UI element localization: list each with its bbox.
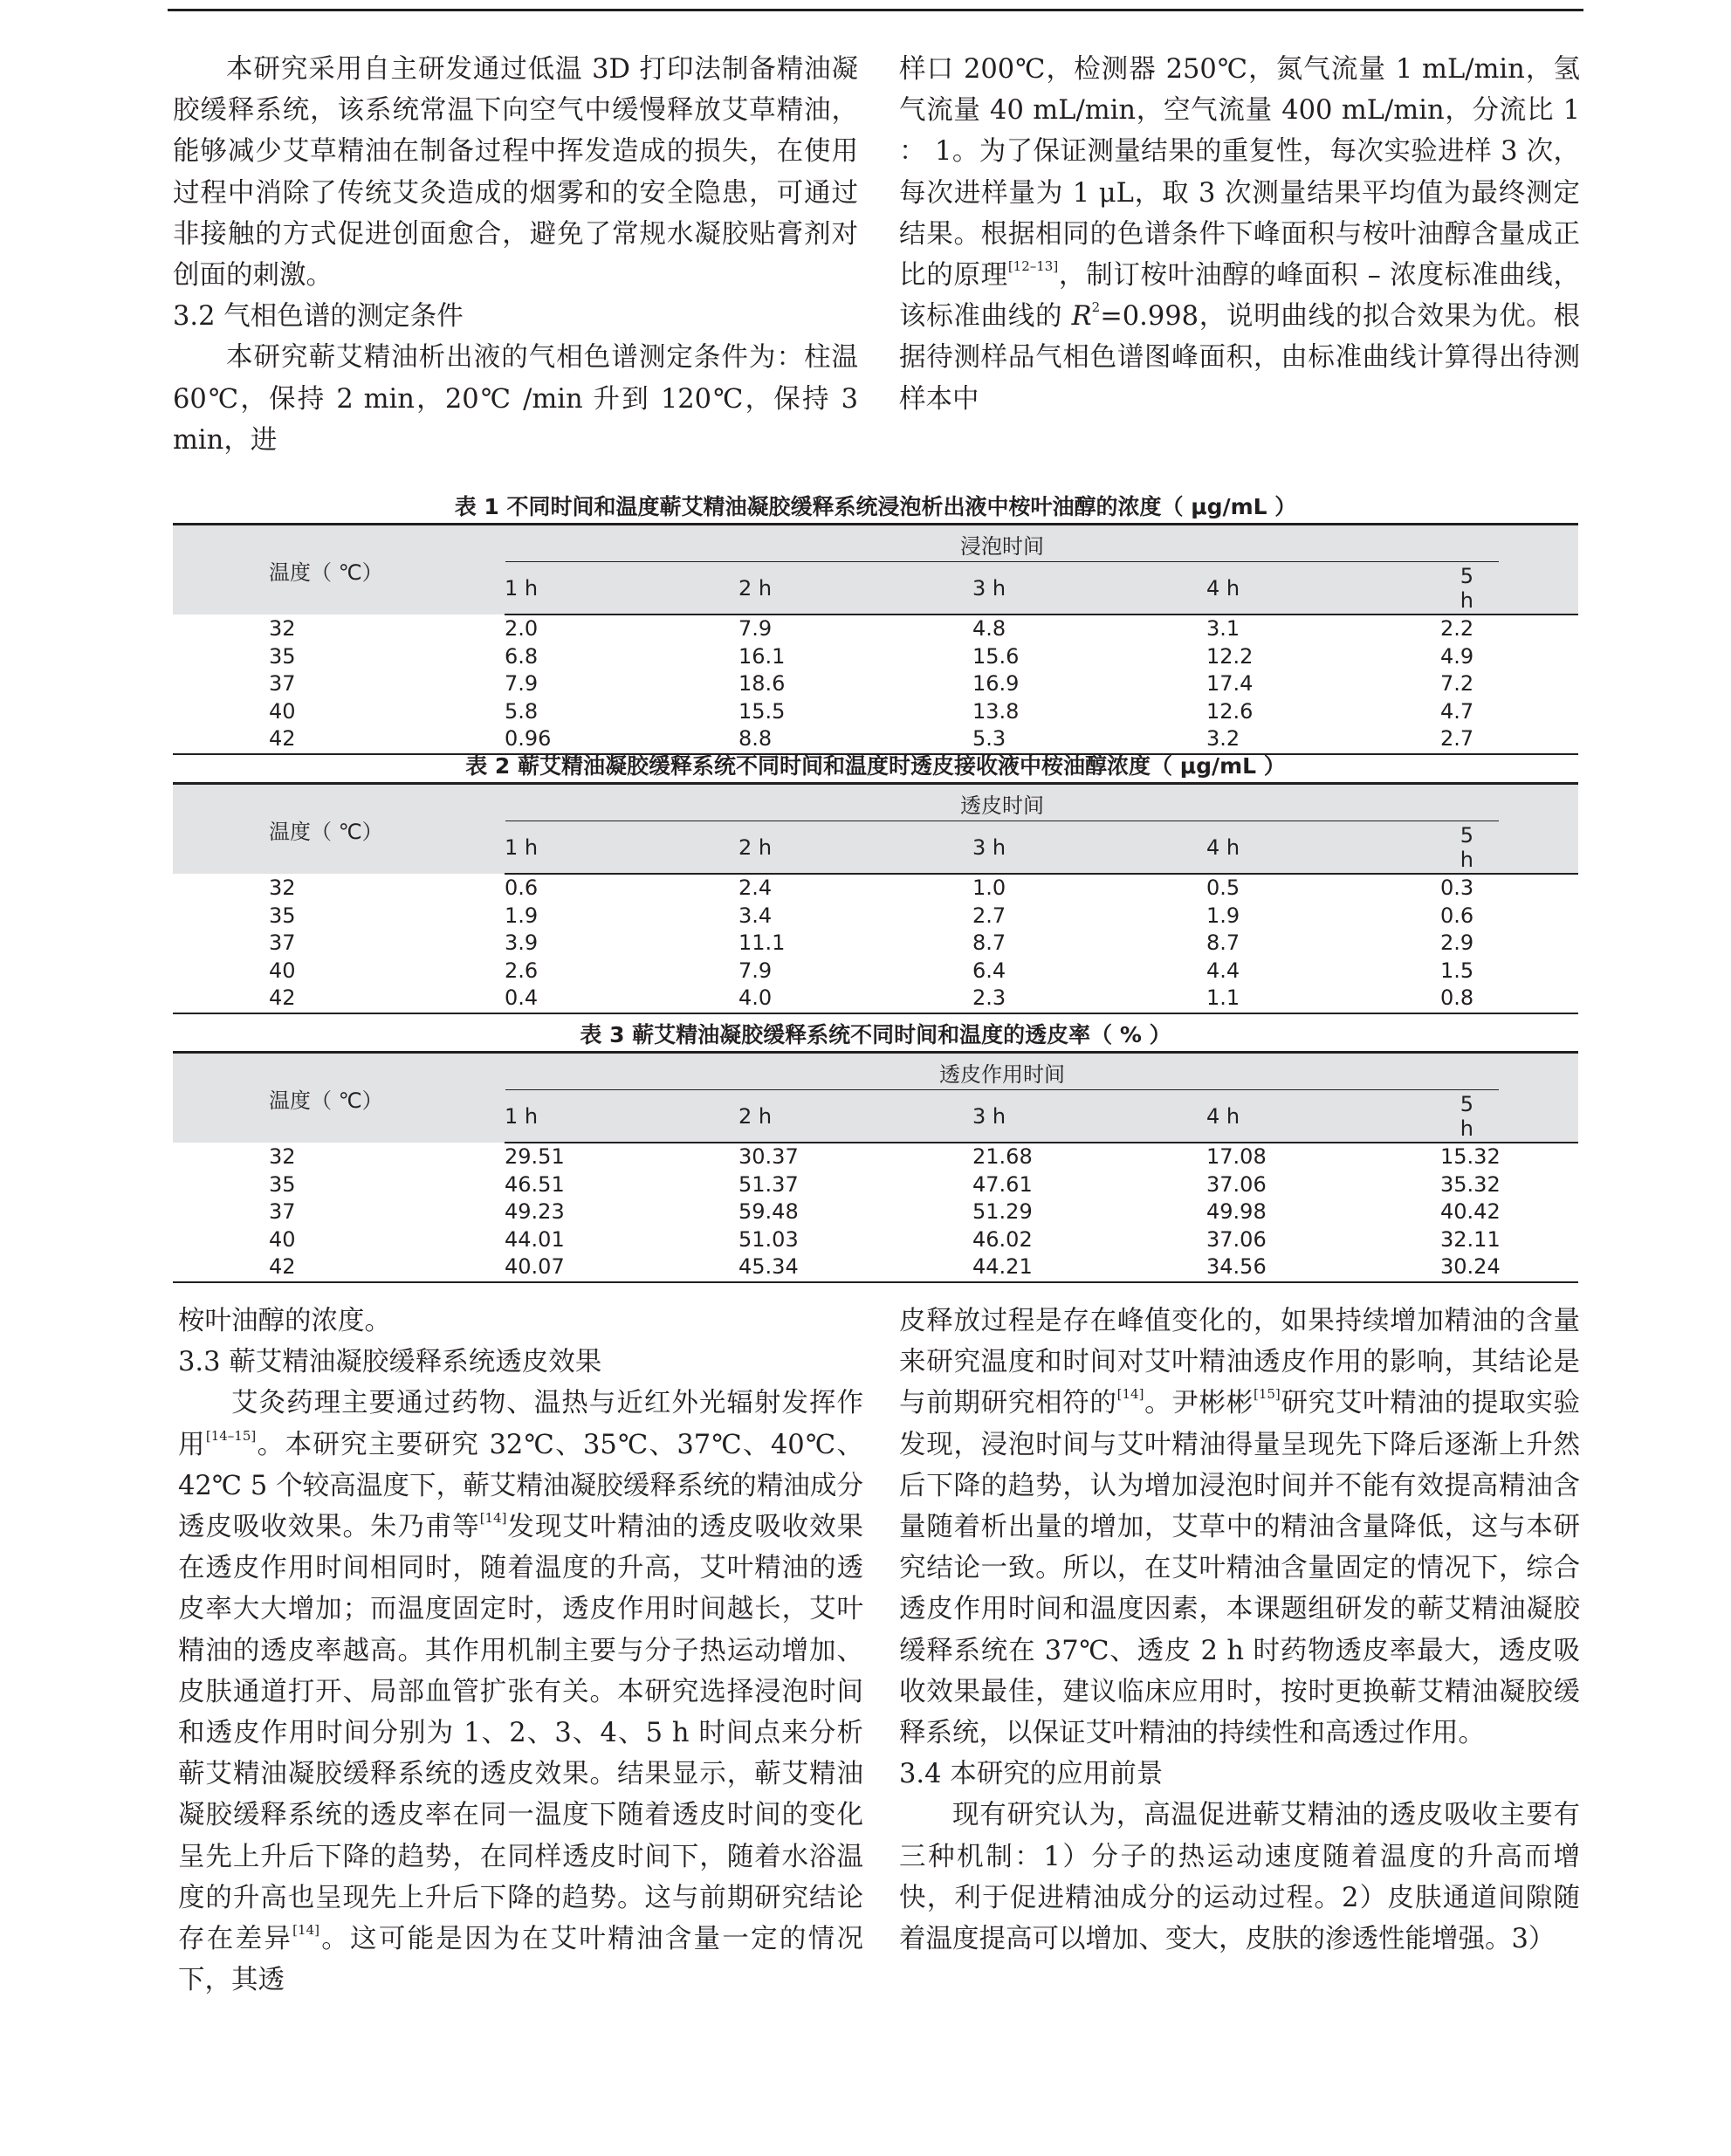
value-cell: 6.4 (972, 958, 1006, 983)
table-3 (173, 1020, 1578, 1283)
citation: [14–15] (205, 1427, 257, 1444)
table-row (173, 1171, 1578, 1199)
continued-text: 桉叶油醇的浓度。 (178, 1306, 391, 1336)
value-cell: 4.9 (1440, 643, 1474, 669)
table-row (173, 985, 1578, 1013)
temp-cell: 35 (269, 1171, 296, 1197)
value-cell: 30.24 (1440, 1253, 1578, 1282)
paragraph-text: =0.998，说明曲线的拟合效果为优。根据待测样品气相色谱图峰面积，由标准曲线计算得出待测样本中 (899, 301, 1580, 415)
value-cell: 12.2 (1206, 643, 1254, 669)
value-cell: 32.11 (1440, 1226, 1501, 1252)
row-header: 温度（ ℃） (173, 525, 505, 615)
value-cell: 46.51 (505, 1171, 565, 1197)
paragraph-continued (899, 1301, 1580, 1754)
paragraph-text: 皮释放过程是存在峰值变化的，如果持续增加精油的含量来研究温度和时间对艾叶精油透皮作用的影响，其结论是与前期研究相符的 (899, 1306, 1580, 1419)
value-cell: 6.8 (505, 643, 539, 669)
value-cell: 2.7 (1440, 725, 1578, 754)
temp-cell: 32 (269, 875, 296, 900)
value-cell: 51.29 (972, 1199, 1033, 1224)
column-header: 5 h (1440, 822, 1578, 874)
value-cell: 15.32 (1440, 1144, 1501, 1169)
value-cell: 5.8 (505, 698, 539, 724)
citation: [14] (479, 1510, 507, 1527)
temp-cell: 42 (173, 1253, 505, 1282)
section-heading-3-2: 3.2 气相色谱的测定条件 (173, 301, 464, 333)
top-left-column (173, 49, 858, 461)
value-cell: 12.6 (1206, 698, 1254, 724)
citation: [14] (292, 1922, 319, 1939)
value-cell: 3.1 (1206, 616, 1240, 641)
value-cell: 1.9 (1206, 903, 1240, 928)
table-row (173, 615, 1578, 643)
table-row (173, 698, 1578, 726)
value-cell: 1.9 (505, 903, 539, 928)
value-cell: 3.2 (1206, 725, 1440, 754)
value-cell: 0.96 (505, 725, 738, 754)
paragraph-3-2: 本研究蕲艾精油析出液的气相色谱测定条件为：柱温 60℃，保持 2 min，20℃ /min 升到 120℃，保持 3 min，进 (173, 342, 858, 456)
value-cell: 45.34 (738, 1253, 972, 1282)
value-cell: 13.8 (972, 698, 1020, 724)
value-cell: 0.6 (505, 875, 539, 900)
value-cell: 30.37 (738, 1144, 799, 1169)
paragraph-3-3 (178, 1383, 863, 2001)
value-cell: 49.98 (1206, 1199, 1267, 1224)
table-caption: 表 1 不同时间和温度蕲艾精油凝胶缓释系统浸泡析出液中桉叶油醇的浓度（ μg/mL ） (454, 494, 1297, 519)
value-cell: 0.6 (1440, 903, 1474, 928)
temp-cell: 37 (269, 671, 296, 696)
value-cell: 2.2 (1440, 616, 1474, 641)
temp-cell: 42 (173, 725, 505, 754)
value-cell: 29.51 (505, 1144, 565, 1169)
column-header: 3 h (972, 822, 1206, 874)
value-cell: 7.9 (505, 671, 539, 696)
value-cell: 7.2 (1440, 671, 1474, 696)
bottom-right-column (899, 1301, 1580, 1960)
table-1 (173, 491, 1578, 755)
value-cell: 21.68 (972, 1144, 1033, 1169)
value-cell: 40.42 (1440, 1199, 1501, 1224)
temp-cell: 37 (269, 930, 296, 955)
data-table (173, 523, 1578, 755)
value-cell: 46.02 (972, 1226, 1033, 1252)
paragraph-text: 样口 200℃，检测器 250℃，氮气流量 1 mL/min，氢气流量 40 mL/min，空气流量 400 mL/min，分流比 1 ： 1。为了保证测量结果的重复性，每次实验进样 3 次，每次进样量为 1 μL，取 3 次测量结果平均值为最终测定结果。根据相同的色谱条件下峰面积与桉叶油醇含量成正比的原理 (899, 54, 1580, 292)
temp-cell: 32 (269, 1143, 296, 1169)
span-header (505, 784, 1578, 823)
value-cell: 40.07 (505, 1253, 738, 1282)
data-table (173, 782, 1578, 1014)
value-cell: 35.32 (1440, 1171, 1501, 1197)
value-cell: 51.03 (738, 1226, 799, 1252)
temp-cell: 32 (269, 615, 296, 641)
value-cell: 1.5 (1440, 958, 1474, 983)
column-header: 2 h (738, 563, 972, 615)
r-exponent: 2 (1091, 299, 1101, 316)
citation: [15] (1253, 1386, 1281, 1403)
table-row (173, 1143, 1578, 1171)
span-header-label: 浸泡时间 (505, 529, 1499, 562)
value-cell: 16.1 (738, 643, 786, 669)
table-caption: 表 3 蕲艾精油凝胶缓释系统不同时间和温度的透皮率（ % ） (580, 1022, 1171, 1047)
value-cell: 7.9 (738, 958, 773, 983)
value-cell: 44.01 (505, 1226, 565, 1252)
value-cell: 1.0 (972, 875, 1006, 900)
table-row (173, 958, 1578, 985)
paragraph-text: ，制订桉叶油醇的峰面积 – 浓度标准曲线，该标准曲线的 (899, 260, 1580, 333)
table-row (173, 670, 1578, 698)
value-cell: 0.5 (1206, 875, 1240, 900)
value-cell: 2.9 (1440, 930, 1474, 955)
temp-cell: 35 (269, 643, 296, 669)
value-cell: 1.1 (1206, 985, 1440, 1013)
value-cell: 8.7 (1206, 930, 1240, 955)
value-cell: 4.0 (738, 985, 972, 1013)
table-row (173, 1226, 1578, 1254)
value-cell: 8.8 (738, 725, 972, 754)
value-cell: 2.3 (972, 985, 1206, 1013)
table-row (173, 874, 1578, 903)
table-row (173, 1198, 1578, 1226)
column-header: 5 h (1440, 563, 1578, 615)
column-header: 3 h (972, 563, 1206, 615)
row-header: 温度（ ℃） (173, 784, 505, 875)
column-header: 4 h (1206, 563, 1440, 615)
value-cell: 17.08 (1206, 1144, 1267, 1169)
gc-conditions-paragraph (899, 49, 1580, 420)
section-heading-3-3: 3.3 蕲艾精油凝胶缓释系统透皮效果 (178, 1347, 602, 1378)
value-cell: 51.37 (738, 1171, 799, 1197)
r-symbol: R (1071, 301, 1092, 333)
column-header: 3 h (972, 1091, 1206, 1143)
span-header (505, 1053, 1578, 1092)
bottom-left-column (178, 1301, 863, 2001)
value-cell: 34.56 (1206, 1253, 1440, 1282)
column-header: 1 h (505, 1091, 738, 1143)
paragraph-text: 。这可能是因为在艾叶精油含量一定的情况下，其透 (178, 1924, 864, 1996)
value-cell: 37.06 (1206, 1171, 1267, 1197)
value-cell: 8.7 (972, 930, 1006, 955)
citation: [14] (1116, 1386, 1144, 1403)
column-header: 4 h (1206, 1091, 1440, 1143)
temp-cell: 37 (269, 1199, 296, 1224)
temp-cell: 40 (269, 698, 296, 724)
paragraph-text: 发现艾叶精油的透皮吸收效果在透皮作用时间相同时，随着温度的升高，艾叶精油的透皮率大大增加；而温度固定时，透皮作用时间越长，艾叶精油的透皮率越高。其作用机制主要与分子热运动增加、皮肤通道打开、局部血管扩张有关。本研究选择浸泡时间和透皮作用时间分别为 1、2、3、4、5 h 时间点来分析蕲艾精油凝胶缓释系统的透皮效果。结果显示，蕲艾精油凝胶缓释系统的透皮率在同一温度下随着透皮时间的变化呈先上升后下降的趋势，在同样透皮时间下，随着水浴温度的升高也呈现先上升后下降的趋势。这与前期研究结论存在差异 (178, 1512, 864, 1955)
column-header: 2 h (738, 822, 972, 874)
value-cell: 5.3 (972, 725, 1206, 754)
value-cell: 4.7 (1440, 698, 1474, 724)
column-header: 1 h (505, 563, 738, 615)
temp-cell: 35 (269, 903, 296, 928)
table-row (173, 643, 1578, 671)
table-row (173, 725, 1578, 754)
value-cell: 37.06 (1206, 1226, 1267, 1252)
temp-cell: 40 (269, 958, 296, 983)
data-table (173, 1051, 1578, 1283)
top-right-column (899, 49, 1580, 420)
table-2 (173, 751, 1578, 1014)
value-cell: 4.8 (972, 616, 1006, 641)
temp-cell: 40 (269, 1226, 296, 1252)
value-cell: 2.7 (972, 903, 1006, 928)
value-cell: 3.9 (505, 930, 539, 955)
column-header: 2 h (738, 1091, 972, 1143)
value-cell: 0.4 (505, 985, 738, 1013)
row-header: 温度（ ℃） (173, 1053, 505, 1143)
value-cell: 4.4 (1206, 958, 1240, 983)
span-header-label: 透皮作用时间 (505, 1057, 1499, 1090)
header-rule (168, 9, 1583, 11)
value-cell: 11.1 (738, 930, 786, 955)
intro-paragraph: 本研究采用自主研发通过低温 3D 打印法制备精油凝胶缓释系统，该系统常温下向空气中缓慢释放艾草精油，能够减少艾草精油在制备过程中挥发造成的损失，在使用过程中消除了传统艾灸造成的烟雾和的安全隐患，可通过非接触的方式促进创面愈合，避免了常规水凝胶贴膏剂对创面的刺激。 (173, 54, 858, 292)
span-header-label: 透皮时间 (505, 788, 1499, 821)
value-cell: 15.6 (972, 643, 1020, 669)
paragraph-text: 艾灸药理主要通过药物、温热与近红外光辐射发挥作用 (178, 1388, 863, 1460)
value-cell: 44.21 (972, 1253, 1206, 1282)
value-cell: 2.4 (738, 875, 773, 900)
temp-cell: 42 (173, 985, 505, 1013)
value-cell: 0.3 (1440, 875, 1474, 900)
citation: [12–13] (1007, 258, 1059, 275)
value-cell: 17.4 (1206, 671, 1254, 696)
value-cell: 7.9 (738, 616, 773, 641)
paragraph-text: 。本研究主要研究 32℃、35℃、37℃、40℃、42℃ 5 个较高温度下，蕲艾精油凝胶缓释系统的精油成分透皮吸收效果。朱乃甫等 (178, 1429, 863, 1543)
column-header: 1 h (505, 822, 738, 874)
table-row (173, 1253, 1578, 1282)
value-cell: 2.6 (505, 958, 539, 983)
table-caption: 表 2 蕲艾精油凝胶缓释系统不同时间和温度时透皮接收液中桉油醇浓度（ μg/mL ） (465, 753, 1286, 779)
value-cell: 18.6 (738, 671, 786, 696)
table-row (173, 903, 1578, 930)
paragraph-3-4: 现有研究认为，高温促进蕲艾精油的透皮吸收主要有三种机制：1）分子的热运动速度随着温度的升高而增快，利于促进精油成分的运动过程。2）皮肤通道间隙随着温度提高可以增加、变大，皮肤的渗透性能增强。3） (899, 1800, 1580, 1955)
value-cell: 47.61 (972, 1171, 1033, 1197)
paragraph-text: 。尹彬彬 (1144, 1388, 1254, 1419)
value-cell: 15.5 (738, 698, 786, 724)
span-header (505, 525, 1578, 564)
section-heading-3-4: 3.4 本研究的应用前景 (899, 1759, 1164, 1790)
paragraph-text: 研究艾叶精油的提取实验发现，浸泡时间与艾叶精油得量呈现先下降后逐渐上升然后下降的趋势，认为增加浸泡时间并不能有效提高精油含量随着析出量的增加，艾草中的精油含量降低，这与本研究结论一致。所以，在艾叶精油含量固定的情况下，综合透皮作用时间和温度因素，本课题组研发的蕲艾精油凝胶缓释系统在 37℃、透皮 2 h 时药物透皮率最大，透皮吸收效果最佳，建议临床应用时，按时更换蕲艾精油凝胶缓释系统，以保证艾叶精油的持续性和高透过作用。 (899, 1388, 1581, 1749)
value-cell: 0.8 (1440, 985, 1578, 1013)
value-cell: 16.9 (972, 671, 1020, 696)
value-cell: 59.48 (738, 1199, 799, 1224)
column-header: 4 h (1206, 822, 1440, 874)
column-header: 5 h (1440, 1091, 1578, 1143)
value-cell: 49.23 (505, 1199, 565, 1224)
table-row (173, 930, 1578, 958)
value-cell: 3.4 (738, 903, 773, 928)
value-cell: 2.0 (505, 616, 539, 641)
